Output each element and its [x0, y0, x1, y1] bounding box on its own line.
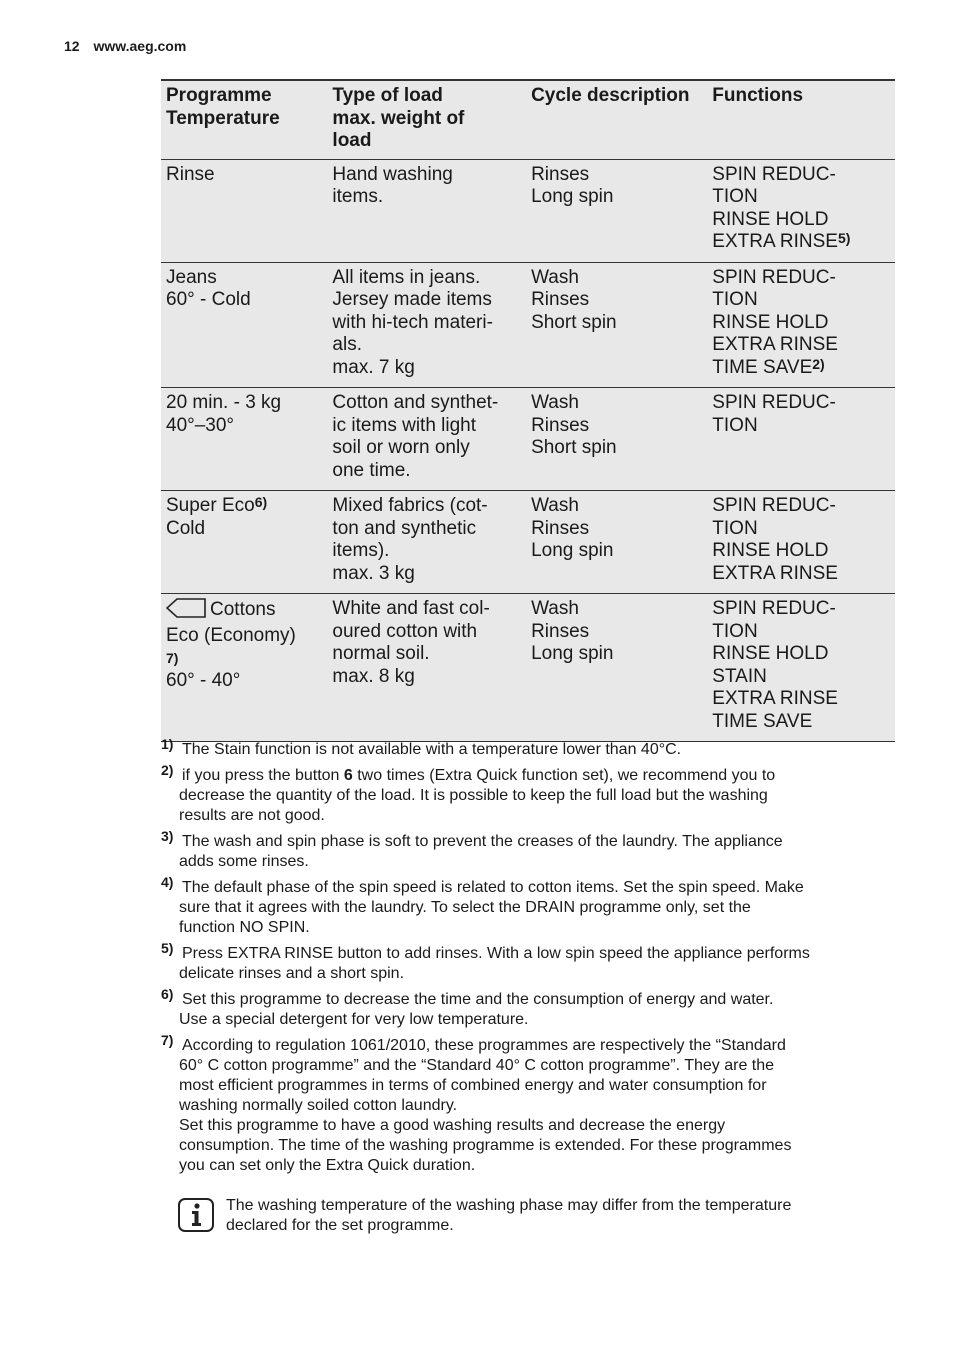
cell-functions: SPIN REDUC- TION RINSE HOLD EXTRA RINSE [712, 495, 838, 584]
header-load: Type of load max. weight of load [332, 85, 465, 151]
cell-cycle: Wash Rinses Short spin [531, 392, 617, 458]
footnote-ref: 6) [254, 494, 268, 510]
cell-programme: Cottons Eco (Economy) 7) 60° - 40° [166, 599, 296, 691]
table-row [161, 159, 895, 262]
footnotes [161, 736, 895, 1182]
cell-load: All items in jeans. Jersey made items with hi-tech materi- als. max. 7 kg [332, 266, 493, 378]
cell-load: Cotton and synthet- ic items with light soil or worn only one time. [332, 392, 499, 481]
header-cycle: Cycle description [531, 85, 690, 106]
cell-programme: Rinse [166, 163, 215, 185]
footnote-ref: 5) [837, 230, 851, 246]
footnote-1: 1) The Stain function is not available with a temperature lower than 40°C. [161, 736, 682, 758]
cell-load: Mixed fabrics (cot- ton and synthetic items). max. 3 kg [332, 495, 488, 584]
footnote-ref: 2) [812, 355, 825, 372]
page-number: 12 [64, 38, 80, 54]
footnote-6: 6) Set this programme to decrease the time and the consumption of energy and water. Use a special detergent for very low temperature. [161, 986, 774, 1028]
table-row [161, 491, 895, 594]
cell-cycle: Rinses Long spin [531, 163, 614, 207]
programme-table [161, 79, 895, 742]
footnote-3: 3) The wash and spin phase is soft to prevent the creases of the laundry. The appliance adds some rinses. [161, 828, 783, 870]
table-row [161, 262, 895, 388]
info-icon [178, 1198, 214, 1232]
cell-functions: SPIN REDUC- TION RINSE HOLD EXTRA RINSE$^{5)}$ [712, 163, 851, 252]
cell-programme: 20 min. - 3 kg 40°–30° [166, 392, 282, 436]
header-programme: Programme Temperature [166, 85, 280, 129]
table-row [161, 388, 895, 491]
cell-cycle: Wash Rinses Short spin [531, 266, 617, 333]
cell-load: Hand washing items. [332, 163, 453, 207]
footnote-5: 5) Press EXTRA RINSE button to add rinses. With a low spin speed the appliance performs delicate rinses and a short spin. [161, 940, 810, 982]
footnote-4: 4) The default phase of the spin speed is related to cotton items. Set the spin speed. Make sure that it agrees with the laundry. To select the DRAIN programme only, set the function NO SPIN. [161, 874, 804, 936]
cell-programme: Jeans 60° - Cold [166, 266, 251, 310]
cell-functions: SPIN REDUC- TION RINSE HOLD EXTRA RINSE TIME SAVE$^{2)}$ [712, 266, 838, 378]
button-number: 6 [343, 767, 353, 784]
page-header [64, 38, 186, 54]
footnote-ref: 7) [166, 650, 179, 666]
header-functions: Functions [712, 85, 804, 106]
cell-functions: SPIN REDUC- TION RINSE HOLD STAIN EXTRA RINSE TIME SAVE [712, 598, 838, 732]
eco-tag-icon [166, 598, 206, 625]
cell-cycle: Wash Rinses Long spin [531, 598, 614, 664]
table-header-row [161, 80, 895, 159]
info-text: The washing temperature of the washing phase may differ from the temperature declared for the set programme. [226, 1197, 792, 1234]
footnote-2: 2) if you press the button 6 two times (Extra Quick function set), we recommend you to decrease the quantity of the load. It is possible to keep the full load but the washing results are not good. [161, 762, 776, 824]
cell-load: White and fast col- oured cotton with normal soil. max. 8 kg [332, 598, 490, 687]
footnote-7: 7) According to regulation 1061/2010, these programmes are respectively the “Standard 60° C cotton programme” and the “Standard 40° C cotton programme”. They are the most efficient programmes in terms of combined energy and water consumption for washing normally soiled cotton laundry. Set this programme to have a good washing results and decrease the energy consumption. The time of the washing programme is extended. For these programmes you can set only the Extra Quick duration. [161, 1032, 792, 1174]
cell-functions: SPIN REDUC- TION [712, 392, 836, 436]
site-url: www.aeg.com [93, 38, 187, 54]
cell-cycle: Wash Rinses Long spin [531, 495, 614, 561]
cell-programme: Super Eco$^{6)}$ Cold [166, 494, 268, 539]
table-row [161, 594, 895, 742]
